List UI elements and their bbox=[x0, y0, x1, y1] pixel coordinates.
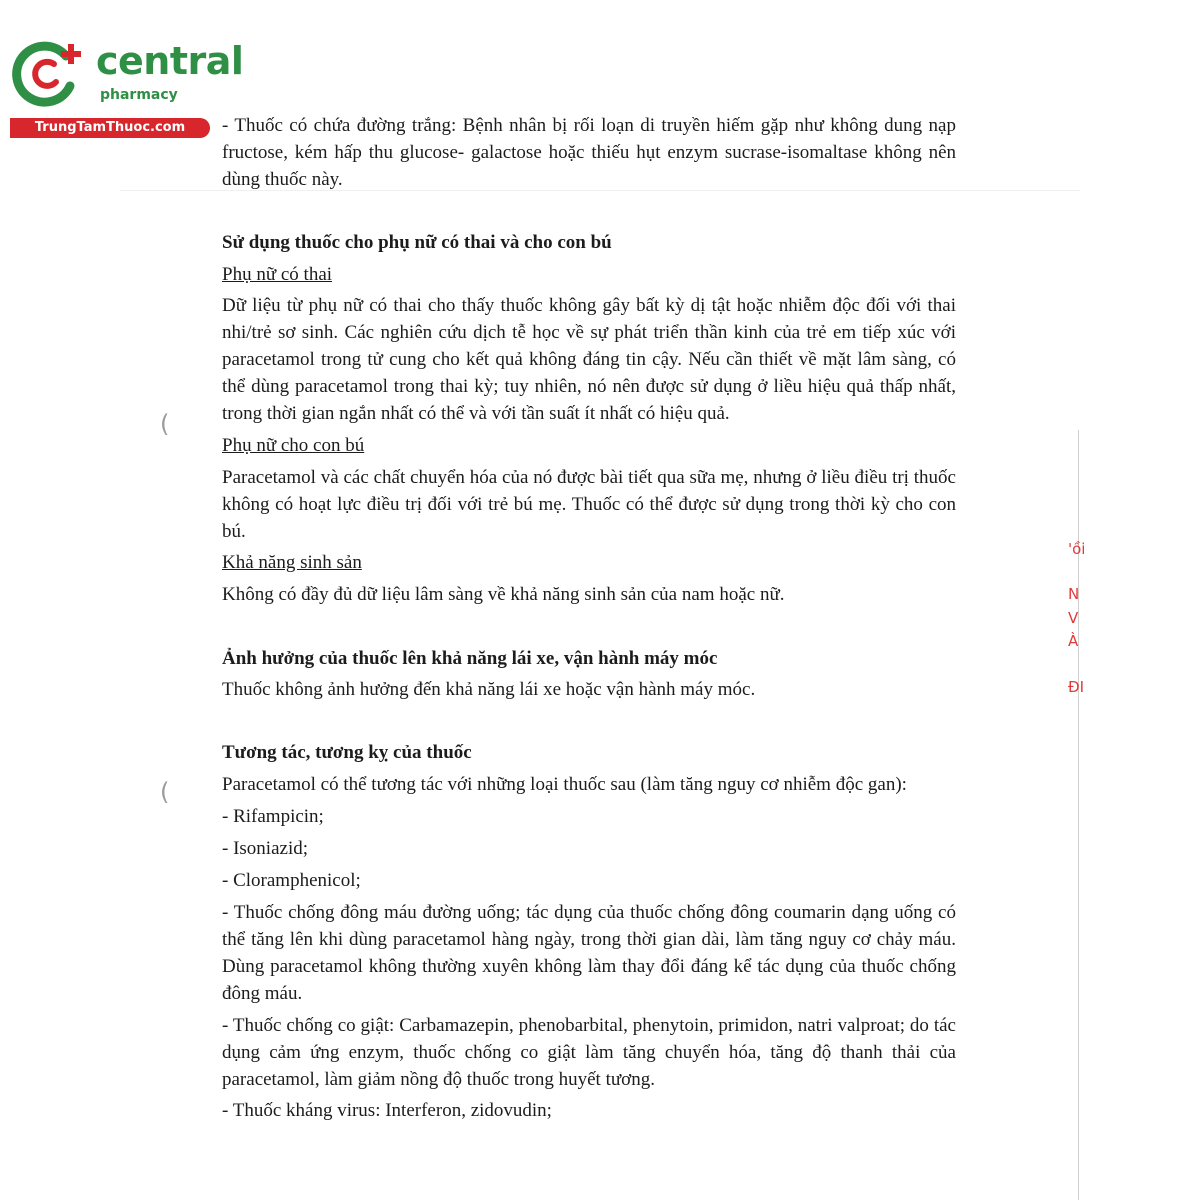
fertility-subtitle: Khả năng sinh sản bbox=[222, 552, 362, 573]
anticonvulsant-paragraph: - Thuốc chống co giật: Carbamazepin, phenobarbital, phenytoin, primidon, natri valproat; do tác dụng cảm ứng enzym, thuốc chống co giật làm tăng chuyển hóa, tăng độ thanh thải của paracetamol, làm giảm nồng độ thuốc trong huyết tương. bbox=[222, 1015, 956, 1090]
interaction-item-isoniazid: - Isoniazid; bbox=[222, 838, 309, 859]
anticoagulant-paragraph: - Thuốc chống đông máu đường uống; tác dụng của thuốc chống đông coumarin dạng uống có thể tăng lên khi dùng paracetamol hàng ngày, trong thời gian dài, làm tăng nguy cơ chảy máu. Dùng paracetamol không thường xuyên không làm thay đổi đáng kể tác dụng của thuốc chống đông máu. bbox=[222, 902, 956, 1004]
sugar-warning-paragraph: - Thuốc có chứa đường trắng: Bệnh nhân bị rối loạn di truyền hiếm gặp như không dung nạp fructose, kém hấp thu glucose- galactose hoặc thiếu hụt enzym sucrase-isomaltase không nên dùng thuốc này. bbox=[222, 115, 956, 190]
breastfeeding-paragraph: Paracetamol và các chất chuyển hóa của nó được bài tiết qua sữa mẹ, nhưng ở liều điều trị thuốc không có hoạt lực điều trị đối với trẻ bú mẹ. Thuốc có thể được sử dụng trong thời kỳ cho con bú. bbox=[222, 467, 956, 542]
interaction-item-rifampicin: - Rifampicin; bbox=[222, 806, 324, 827]
logo-website-banner: TrungTamThuoc.com bbox=[10, 118, 210, 138]
driving-section-heading: Ảnh hưởng của thuốc lên khả năng lái xe, vận hành máy móc bbox=[222, 648, 718, 669]
pharmacy-cross-logo-icon bbox=[10, 38, 90, 108]
interaction-item-cloramphenicol: - Cloramphenicol; bbox=[222, 870, 361, 891]
interactions-section-heading: Tương tác, tương kỵ của thuốc bbox=[222, 742, 472, 763]
logo-name: central bbox=[96, 39, 244, 83]
stamp-fragment: V bbox=[1068, 609, 1079, 627]
fertility-paragraph: Không có đầy đủ dữ liệu lâm sàng về khả năng sinh sản của nam hoặc nữ. bbox=[222, 584, 785, 605]
breastfeeding-subtitle: Phụ nữ cho con bú bbox=[222, 435, 365, 456]
central-pharmacy-logo[interactable] bbox=[10, 38, 244, 138]
margin-paren-mark: ( bbox=[160, 778, 170, 806]
pregnancy-section-heading: Sử dụng thuốc cho phụ nữ có thai và cho con bú bbox=[222, 232, 612, 253]
logo-subtitle: pharmacy bbox=[100, 87, 178, 103]
interactions-intro: Paracetamol có thể tương tác với những loại thuốc sau (làm tăng nguy cơ nhiễm độc gan): bbox=[222, 774, 907, 795]
pregnant-women-subtitle: Phụ nữ có thai bbox=[222, 264, 333, 285]
stamp-fragment: À bbox=[1068, 632, 1079, 650]
pregnant-women-paragraph: Dữ liệu từ phụ nữ có thai cho thấy thuốc không gây bất kỳ dị tật hoặc nhiễm độc đối với thai nhi/trẻ sơ sinh. Các nghiên cứu dịch tễ học về sự phát triển thần kinh của trẻ em tiếp xúc với paracetamol trong tử cung cho kết quả không đáng tin cậy. Nếu cần thiết về mặt lâm sàng, có thể dùng paracetamol trong thai kỳ; tuy nhiên, nó nên được sử dụng ở liều hiệu quả thấp nhất, trong thời gian ngắn nhất có thể và với tần suất ít nhất có hiệu quả. bbox=[222, 295, 956, 424]
antiviral-item: - Thuốc kháng virus: Interferon, zidovudin; bbox=[222, 1100, 552, 1121]
stamp-fragment: 'ồi bbox=[1068, 540, 1086, 558]
driving-paragraph: Thuốc không ảnh hưởng đến khả năng lái xe hoặc vận hành máy móc. bbox=[222, 679, 756, 700]
margin-paren-mark: ( bbox=[160, 410, 170, 438]
stamp-fragment: ĐI bbox=[1068, 678, 1085, 696]
stamp-fragment: N bbox=[1068, 585, 1080, 603]
